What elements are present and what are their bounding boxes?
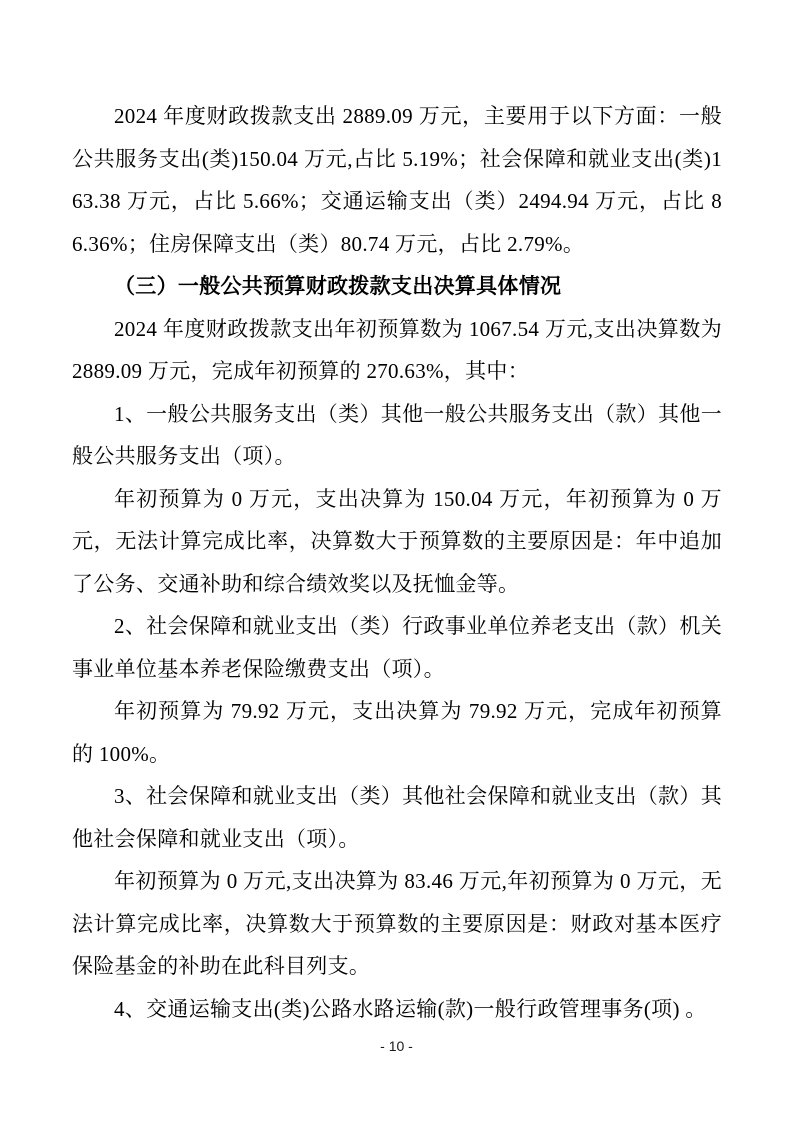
item-4-title: 4、交通运输支出(类)公路水路运输(款)一般行政管理事务(项) 。 xyxy=(114,996,707,1021)
item-1-title: 1、一般公共服务支出（类）其他一般公共服务支出（款）其他一般公共服务支出（项）。 xyxy=(72,401,722,468)
page-number: - 10 - xyxy=(380,1038,413,1054)
paragraph-budget-summary: 2024 年度财政拨款支出年初预算数为 1067.54 万元,支出决算数为 2889.09 万元，完成年初预算的 270.63%，其中： xyxy=(72,316,722,383)
item-1-detail: 年初预算为 0 万元，支出决算为 150.04 万元，年初预算为 0 万元，无法计算完成比率，决算数大于预算数的主要原因是：年中追加了公务、交通补助和综合绩效奖以及抚恤金等。 xyxy=(72,486,722,596)
item-2-title: 2、社会保障和就业支出（类）行政事业单位养老支出（款）机关事业单位基本养老保险缴费支出（项）。 xyxy=(72,614,722,681)
item-3-title: 3、社会保障和就业支出（类）其他社会保障和就业支出（款）其他社会保障和就业支出（项）。 xyxy=(72,784,722,851)
item-2-detail: 年初预算为 79.92 万元，支出决算为 79.92 万元，完成年初预算的 100%。 xyxy=(72,699,722,766)
section-heading-3: （三）一般公共预算财政拨款支出决算具体情况 xyxy=(114,274,562,298)
paragraph-expenditure-overview: 2024 年度财政拨款支出 2889.09 万元，主要用于以下方面：一般公共服务支出(类)150.04 万元,占比 5.19%；社会保障和就业支出(类)163.38 万元，占比 5.66%；交通运输支出（类）2494.94 万元，占比 86.36%；住房保障支出（类）80.74 万元，占比 2.79%。 xyxy=(72,104,722,256)
item-3-detail: 年初预算为 0 万元,支出决算为 83.46 万元,年初预算为 0 万元，无法计算完成比率，决算数大于预算数的主要原因是：财政对基本医疗保险基金的补助在此科目列支。 xyxy=(72,869,722,978)
document-body xyxy=(72,95,722,1030)
